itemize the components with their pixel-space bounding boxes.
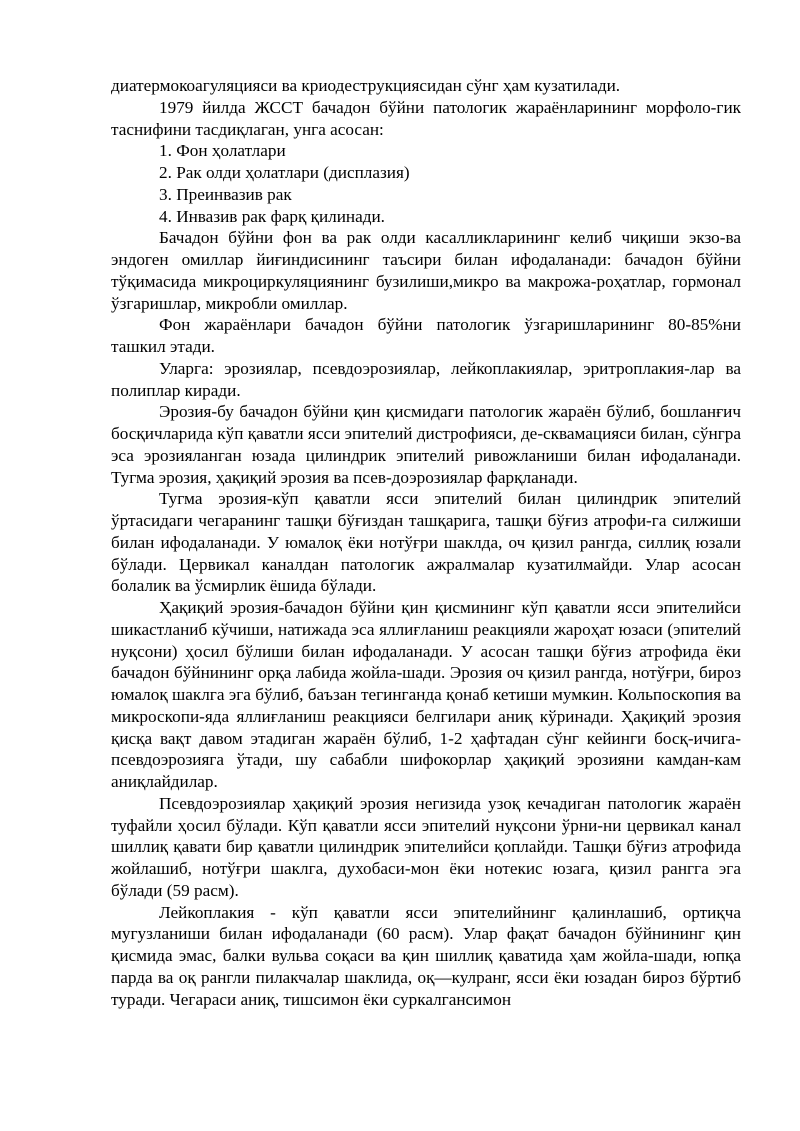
paragraph-true-erosion: Ҳақиқий эрозия-бачадон бўйни қин қисмининг кўп қаватли ясси эпителийси шикастланиб кўчиши, натижада эса яллиғланиш реакцияли жароҳат юзаси (эпителий нуқсони) ҳосил бўлиши билан ифодаланади. У асосан ташқи бўғиз атрофида ёки бачадон бўйнининг орқа лабида жойла-шади. Эрозия оч қизил рангда, нотўғри, бироз юмалоқ шаклга эга бўлиб, баъзан тегинганда қонаб кетиши мумкин. Кольпоскопия ва микроскопи-яда яллиғланиш реакцияси белгилари аниқ кўринади. Ҳақиқий эрозия қисқа вақт давом этадиган жараён бўлиб, 1-2 ҳафтадан сўнг кейинги босқ-ичига-псевдоэрозияга ўтади, шу сабабли шифокорлар ҳақиқий эрозияни камдан-кам аниқлайдилар. bbox=[111, 598, 741, 791]
list-item: 3. Преинвазив рак bbox=[159, 184, 292, 204]
paragraph-types: Уларга: эрозиялар, псевдоэрозиялар, лейкоплакиялар, эритроплакия-лар ва полиплар киради. bbox=[111, 358, 741, 400]
paragraph-etiology: Бачадон бўйни фон ва рак олди касалликларининг келиб чиқиши экзо-ва эндоген омиллар йиғиндисининг таъсири билан ифодаланади: бачадон бўйни тўқимасида микроциркуляциянинг бузилиши,микро ва макрожа-роҳатлар, гормонал ўзгаришлар, микробли омиллар. bbox=[111, 228, 741, 313]
paragraph-who-classification: 1979 йилда ЖССТ бачадон бўйни патологик жараёнларининг морфоло-гик таснифини тасдиқлаган, унга асосан: bbox=[111, 97, 741, 139]
list-item: 4. Инвазив рак фарқ қилинади. bbox=[159, 206, 385, 226]
paragraph-background-share: Фон жараёнлари бачадон бўйни патологик ўзгаришларининг 80-85%ни ташкил этади. bbox=[111, 315, 741, 356]
list-item: 2. Рак олди ҳолатлари (дисплазия) bbox=[159, 163, 410, 182]
paragraph-congenital-erosion: Тугма эрозия-кўп қаватли ясси эпителий билан цилиндрик эпителий ўртасидаги чегаранинг ташқи бўғиздан ташқарига, ташқи бўғиз атрофи-га силжиши билан ифодаланади. У юмалоқ ёки нотўғри шаклда, оч қизил рангда, силлиқ юзали бўлади. Цервикал каналдан патологик ажралмалар кузатилмайди. Улар асосан болалик ва ўсмирлик ёшида бўлади. bbox=[111, 489, 741, 596]
classification-list bbox=[111, 140, 741, 227]
paragraph-continuation: диатермокоагуляцияси ва криодеструкциясидан сўнг ҳам кузатилади. bbox=[111, 76, 621, 95]
paragraph-pseudoerosion: Псевдоэрозиялар ҳақиқий эрозия негизида узоқ кечадиган патологик жараён туфайли ҳосил бўлади. Кўп қаватли ясси эпителий нуқсони ўрни-ни цервикал канал шиллиқ қавати бир қаватли цилиндрик эпителийси қоплайди. Ташқи бўғиз атрофида жойлашиб, нотўғри шаклга, духобаси-мон ёки нотекис юзага, қизил рангга эга бўлади (59 расм). bbox=[111, 793, 741, 900]
paragraph-leukoplakia: Лейкоплакия - кўп қаватли ясси эпителийнинг қалинлашиб, ортиқча мугузланиши билан ифодаланади (60 расм). Улар фақат бачадон бўйнининг қин қисмида эмас, балки вульва соқаси ва қин шиллиқ қаватида ҳам жойла-шади, юпқа парда ва оқ рангли пилакчалар шаклида, оқ—кулранг, ясси ёки юзадан бироз бўртиб туради. Чегараси аниқ, тишсимон ёки суркалгансимон bbox=[111, 902, 741, 1009]
list-item: 1. Фон ҳолатлари bbox=[159, 141, 286, 161]
document-page bbox=[111, 75, 741, 1010]
paragraph-erosion: Эрозия-бу бачадон бўйни қин қисмидаги патологик жараён бўлиб, бошланғич босқичларида кўп қаватли ясси эпителий дистрофияси, де-сквамацияси билан, сўнгра эса эрозияланган юзада цилиндрик эпителий ривожланиши билан ифодаланади. Тугма эрозия, ҳақиқий эрозия ва псев-доэрозиялар фарқланади. bbox=[111, 402, 741, 487]
